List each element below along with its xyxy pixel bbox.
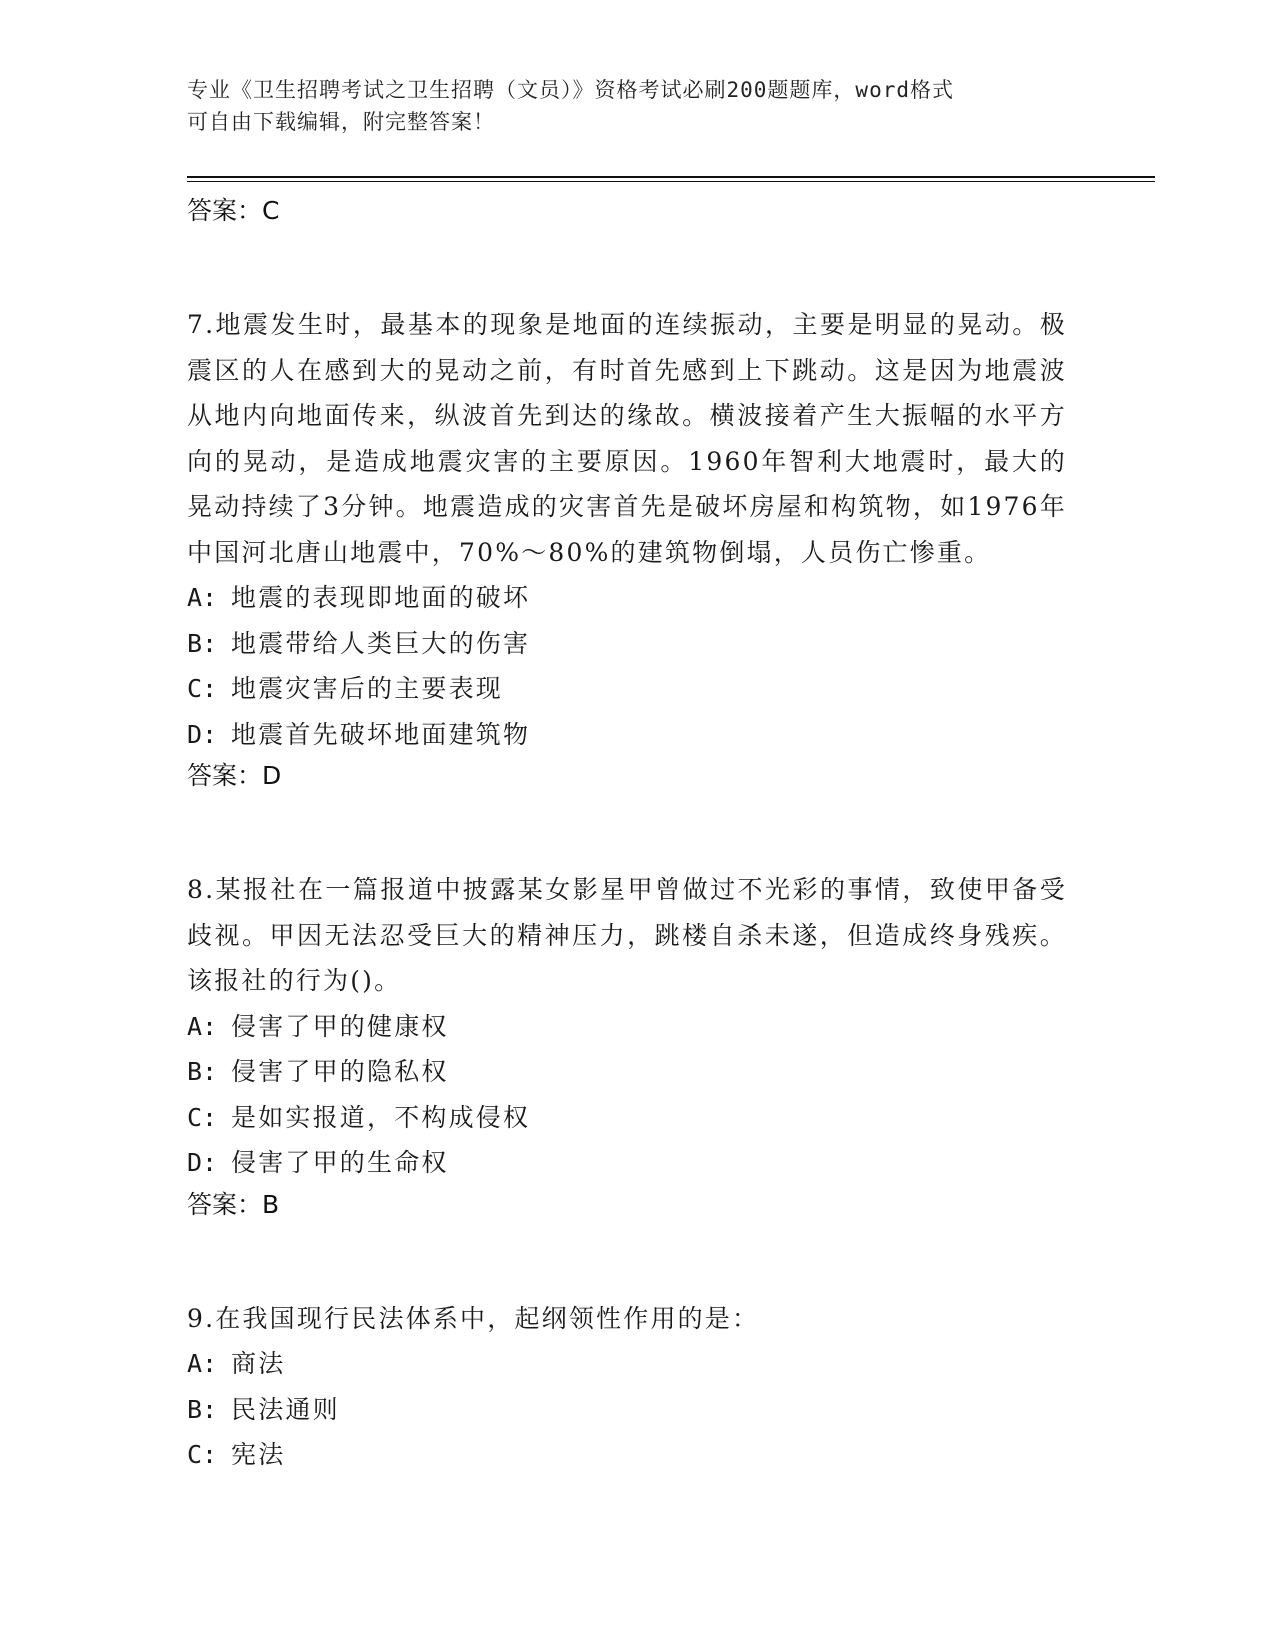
question-text: 8.某报社在一篇报道中披露某女影星甲曾做过不光彩的事情，致使甲备受歧视。甲因无法忍受巨大的精神压力，跳楼自杀未遂，但造成终身残疾。该报社的行为()。 xyxy=(187,875,1067,995)
option-text: 侵害了甲的健康权 xyxy=(231,1011,449,1041)
option-text: 侵害了甲的隐私权 xyxy=(231,1057,449,1086)
option-b xyxy=(187,1049,1067,1095)
option-letter: C: xyxy=(187,1440,218,1469)
option-letter: D: xyxy=(187,719,218,749)
document-body xyxy=(187,192,1067,1478)
option-letter: C: xyxy=(187,674,218,703)
header-divider-thin xyxy=(187,181,1155,182)
option-d xyxy=(187,1140,1067,1186)
answer-label: 答案： xyxy=(187,196,263,225)
option-text: 是如实报道，不构成侵权 xyxy=(231,1102,531,1132)
option-letter: A: xyxy=(187,1011,218,1041)
answer-label: 答案： xyxy=(187,761,263,790)
option-c xyxy=(187,1095,1067,1141)
option-text: 地震首先破坏地面建筑物 xyxy=(231,719,531,749)
previous-answer xyxy=(187,192,1067,230)
question-7 xyxy=(187,302,1067,795)
answer-label: 答案： xyxy=(187,1189,263,1219)
option-b xyxy=(187,621,1067,667)
header-line-1: 专业《卫生招聘考试之卫生招聘（文员）》资格考试必刷200题题库，word格式 xyxy=(187,78,954,102)
question-text: 7.地震发生时，最基本的现象是地面的连续振动，主要是明显的晃动。极震区的人在感到大的晃动之前，有时首先感到上下跳动。这是因为地震波从地内向地面传来，纵波首先到达的缘故。横波接着产生大振幅的水平方向的晃动，是造成地震灾害的主要原因。1960年智利大地震时，最大的晃动持续了3分钟。地震造成的灾害首先是破坏房屋和构筑物，如1976年中国河北唐山地震中，70%～80%的建筑物倒塌，人员伤亡惨重。 xyxy=(187,310,1067,567)
option-c xyxy=(187,666,1067,712)
option-letter: A: xyxy=(187,583,218,612)
document-header-note xyxy=(187,74,1067,138)
option-letter: C: xyxy=(187,1102,218,1132)
option-text: 宪法 xyxy=(231,1440,286,1469)
option-letter: B: xyxy=(187,1394,218,1424)
option-text: 地震带给人类巨大的伤害 xyxy=(231,628,531,658)
option-d xyxy=(187,712,1067,758)
option-text: 地震灾害后的主要表现 xyxy=(231,674,504,703)
option-b xyxy=(187,1387,1067,1433)
question-8 xyxy=(187,867,1067,1224)
option-a xyxy=(187,1341,1067,1387)
question-answer xyxy=(187,757,1067,795)
option-a xyxy=(187,575,1067,621)
option-letter: A: xyxy=(187,1349,218,1378)
option-text: 地震的表现即地面的破坏 xyxy=(231,583,531,612)
question-text: 9.在我国现行民法体系中，起纲领性作用的是： xyxy=(187,1303,760,1333)
option-letter: B: xyxy=(187,1057,218,1086)
option-c xyxy=(187,1432,1067,1478)
option-text: 侵害了甲的生命权 xyxy=(231,1148,449,1177)
answer-value: C xyxy=(262,196,280,225)
answer-value: B xyxy=(262,1189,280,1219)
header-divider-thick xyxy=(187,176,1155,178)
option-text: 民法通则 xyxy=(231,1394,340,1424)
header-line-2: 可自由下载编辑，附完整答案！ xyxy=(187,110,495,134)
answer-value: D xyxy=(262,761,282,790)
option-letter: B: xyxy=(187,628,218,658)
question-answer xyxy=(187,1186,1067,1224)
option-a xyxy=(187,1004,1067,1050)
option-letter: D: xyxy=(187,1148,218,1177)
option-text: 商法 xyxy=(231,1349,286,1378)
question-9 xyxy=(187,1296,1067,1478)
